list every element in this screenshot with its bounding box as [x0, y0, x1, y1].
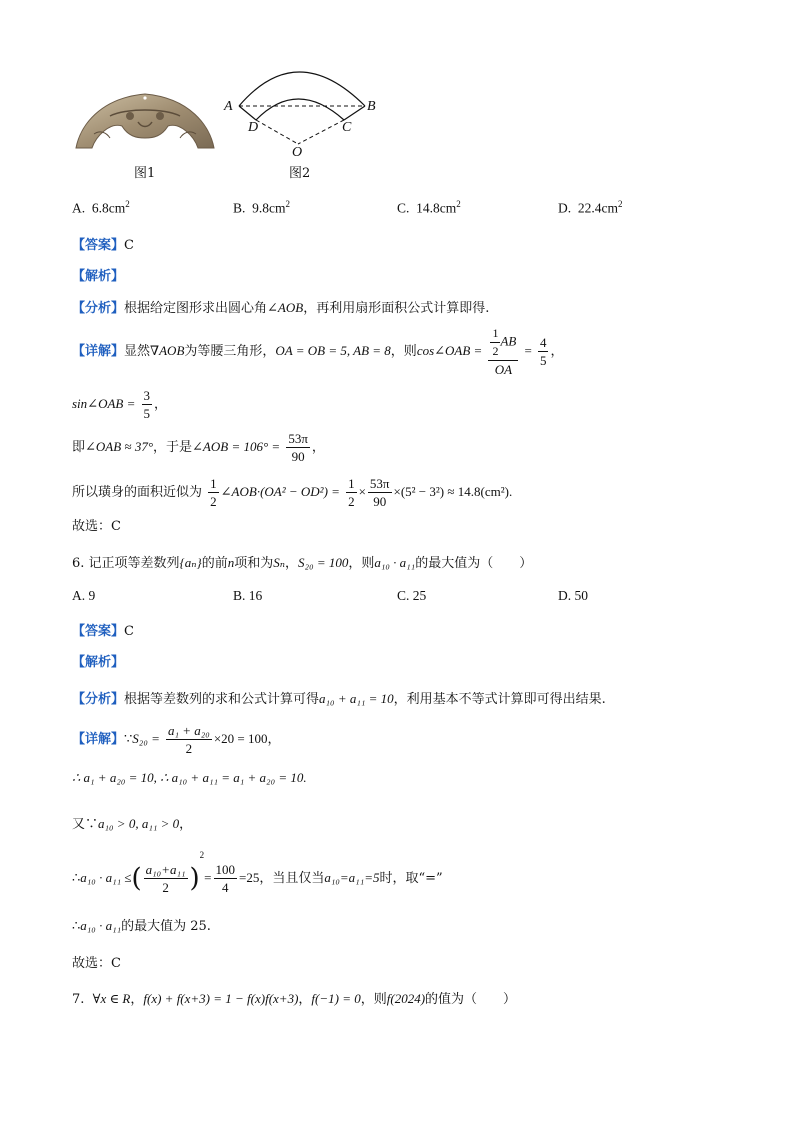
equals: = [204, 870, 212, 885]
den: 2 [162, 880, 169, 895]
q6-guxuan: 故选：C [72, 956, 121, 971]
choice-letter: D. [558, 200, 572, 216]
figure-1-caption: 图1 [134, 166, 156, 181]
angle-aob-math: ∠AOB = 106° = [192, 439, 281, 454]
radian-den: 90 [291, 449, 305, 464]
lengths-math: OA = OB = 5, AB = 8 [275, 343, 391, 358]
angle-math: ∠OAB ≈ 37° [85, 439, 154, 454]
sin-den: 5 [143, 406, 150, 421]
answer-value: C [124, 238, 134, 253]
cos-num: 4 [539, 335, 547, 350]
area-text: 所以璜身的面积近似为 [72, 485, 203, 500]
choice-letter: C. [397, 200, 410, 216]
fenxi-math: a₁₀ + a₁₁ = 10 [319, 691, 394, 706]
figure-1-jade-huang [70, 86, 220, 158]
forall-math: ∀x ∈ R [92, 991, 131, 1006]
therefore: ∴ [72, 871, 81, 886]
cos-fraction [488, 325, 518, 378]
text: ，则 [348, 556, 375, 571]
text: ，则 [360, 992, 387, 1007]
q6-detail-line-3 [72, 813, 192, 832]
num: 53π [369, 476, 390, 491]
den: 90 [373, 494, 387, 509]
text: ， [298, 992, 312, 1007]
equals-sign: = [524, 343, 532, 358]
s20-math: S₂₀ = 100 [298, 555, 349, 570]
detail-tag: 【详解】 [72, 732, 125, 747]
answer-tag: 【答案】 [72, 238, 125, 253]
q6-detail-line-4 [72, 850, 443, 896]
q5-guxuan: 故选：C [72, 519, 121, 534]
seq-math: {aₙ} [179, 555, 202, 570]
sum-fraction [166, 722, 212, 757]
fenxi-text: 根据等差数列的求和公式计算可得 [124, 692, 320, 707]
point-label-C: C [342, 120, 352, 135]
radian-fraction [286, 430, 310, 465]
point-label-D: D [248, 120, 259, 135]
area-tail: ×(5² − 3²) ≈ 14.8(cm²). [393, 484, 513, 499]
choice-exponent: 2 [125, 199, 130, 209]
text: ， [285, 556, 299, 571]
num: a₁₀+a₁₁ [145, 862, 186, 877]
q6-answer-line [72, 620, 134, 639]
choice-exponent: 2 [456, 199, 461, 209]
therefore: ∴ [72, 919, 81, 934]
cos-label: cos∠OAB = [416, 343, 483, 358]
q6-choice-c: C. 25 [397, 588, 427, 603]
triangle-math: ∇AOB [150, 343, 185, 358]
comma: ， [154, 397, 168, 412]
half-den: 2 [492, 344, 499, 358]
fenxi-tag: 【分析】 [72, 301, 125, 316]
square-exponent: 2 [199, 850, 205, 860]
sin-label: sin∠OAB = [72, 396, 136, 411]
q7-stem [72, 988, 516, 1007]
fenxi-text-2: ，利用基本不等式计算即可得出结果. [393, 692, 606, 707]
sin-fraction [142, 387, 153, 422]
choice-value: 6.8cm [91, 200, 126, 216]
detail-tag: 【详解】 [72, 344, 125, 359]
den: 2 [210, 494, 217, 509]
detail-text-2: 为等腰三角形， [184, 344, 276, 359]
sn-math: Sₙ [273, 555, 286, 570]
q5-angle-line [72, 430, 325, 465]
times: × [358, 484, 366, 499]
fenxi-math: ∠AOB [267, 300, 304, 315]
detail-text-3: ，则 [390, 344, 417, 359]
fenxi-text: 根据给定图形求出圆心角 [124, 301, 268, 316]
choice-value: 22.4cm [577, 200, 618, 216]
choice-letter: A. [72, 200, 86, 216]
point-label-B: B [367, 99, 376, 114]
text: 项和为 [234, 556, 274, 571]
q5-choice-b [233, 199, 290, 217]
text: 的前 [201, 556, 228, 571]
sin-num: 3 [143, 388, 150, 403]
point-label-A: A [224, 99, 233, 114]
q5-sin-line [72, 387, 167, 422]
area-mid: ∠AOB·(OA² − OD²) = [220, 484, 340, 499]
q5-choice-a [72, 199, 130, 217]
area-half-fraction [208, 475, 219, 510]
q5-choice-c [397, 199, 461, 217]
text: 即 [72, 440, 86, 455]
den: 4 [222, 880, 229, 895]
choice-exponent: 2 [618, 199, 623, 209]
figure-2-caption: 图2 [289, 166, 311, 181]
q5-detail-line [72, 325, 564, 378]
answer-tag: 【答案】 [72, 624, 125, 639]
because: ∵ [124, 732, 133, 747]
target-math: f(2024) [386, 991, 426, 1006]
choice-value: 14.8cm [416, 200, 457, 216]
comma: ， [311, 440, 325, 455]
quarter-fraction [214, 861, 238, 896]
q6-choice-d: D. 50 [558, 588, 588, 603]
den: 2 [348, 494, 355, 509]
question-number: 7. [72, 992, 85, 1007]
text: 的值为（ ） [425, 992, 517, 1007]
functional-equation: f(x) + f(x+3) = 1 − f(x)f(x+3) [143, 991, 299, 1006]
q6-detail-line-1 [72, 722, 281, 757]
num: 1 [210, 476, 217, 491]
text: ， [130, 992, 144, 1007]
result: =25 [239, 870, 260, 885]
q5-area-line [72, 475, 512, 510]
area-half-fraction-2 [346, 475, 357, 510]
q5-choice-d [558, 199, 623, 217]
comma: ， [550, 344, 564, 359]
cos-den: 5 [539, 353, 547, 368]
n-math: n [227, 555, 235, 570]
q6-fenxi-line [72, 688, 606, 707]
q6-choice-a: A. 9 [72, 588, 96, 603]
q6-detail-line-5 [72, 915, 211, 934]
text: 的最大值为 25. [121, 919, 211, 934]
q6-analysis-tag: 【解析】 [72, 655, 125, 670]
point-label-O: O [292, 145, 303, 160]
text: 6. 记正项等差数列 [72, 556, 180, 571]
avg-fraction [144, 861, 188, 896]
q5-answer-line [72, 234, 134, 253]
fenxi-tag: 【分析】 [72, 692, 125, 707]
lhs-math: a₁₀ · a₁₁ ≤ [80, 870, 132, 885]
q5-analysis-tag: 【解析】 [72, 269, 125, 284]
answer-value: C [124, 624, 134, 639]
q6-detail-line-2: ∴ a₁ + a₂₀ = 10, ∴ a₁₀ + a₁₁ = a₁ + a₂₀ = 10. [72, 770, 307, 785]
initial-condition: f(−1) = 0 [311, 991, 361, 1006]
positive-math: a₁₀ > 0, a₁₁ > 0 [98, 816, 180, 831]
text: 时，取“=” [379, 871, 443, 886]
sum-tail: ×20 = 100， [213, 731, 281, 746]
text: ，当且仅当 [259, 871, 325, 886]
text: 的最大值为（ ） [415, 556, 533, 571]
q6-stem [72, 552, 532, 571]
num: 1 [348, 476, 355, 491]
choice-value: 9.8cm [252, 200, 286, 216]
num: 100 [215, 862, 236, 877]
area-radian-fraction [368, 475, 392, 510]
q5-fenxi-line [72, 297, 489, 316]
paren-right: ) [189, 863, 200, 894]
comma: ， [179, 817, 193, 832]
product-math: a₁₀ · a₁₁ [374, 555, 416, 570]
cos-ab: AB [500, 333, 517, 349]
num: a₁ + a₂₀ [168, 723, 210, 738]
s20-label: S₂₀ = [132, 731, 160, 746]
product-math: a₁₀ · a₁₁ [80, 918, 122, 933]
equality-condition: a₁₀=a₁₁=5 [324, 870, 380, 885]
q6-choice-b: B. 16 [233, 588, 263, 603]
choice-letter: B. [233, 200, 246, 216]
cos-oa: OA [494, 362, 513, 377]
fenxi-text-2: ，再利用扇形面积公式计算即得. [303, 301, 490, 316]
detail-text: 显然 [124, 344, 151, 359]
cos-value-fraction [538, 334, 549, 369]
choice-exponent: 2 [285, 199, 291, 209]
text: 又∵ [72, 817, 99, 832]
half-num: 1 [490, 325, 500, 343]
den: 2 [185, 741, 193, 756]
radian-num: 53π [288, 431, 308, 446]
paren-left: ( [131, 863, 142, 894]
text: ，于是 [153, 440, 193, 455]
